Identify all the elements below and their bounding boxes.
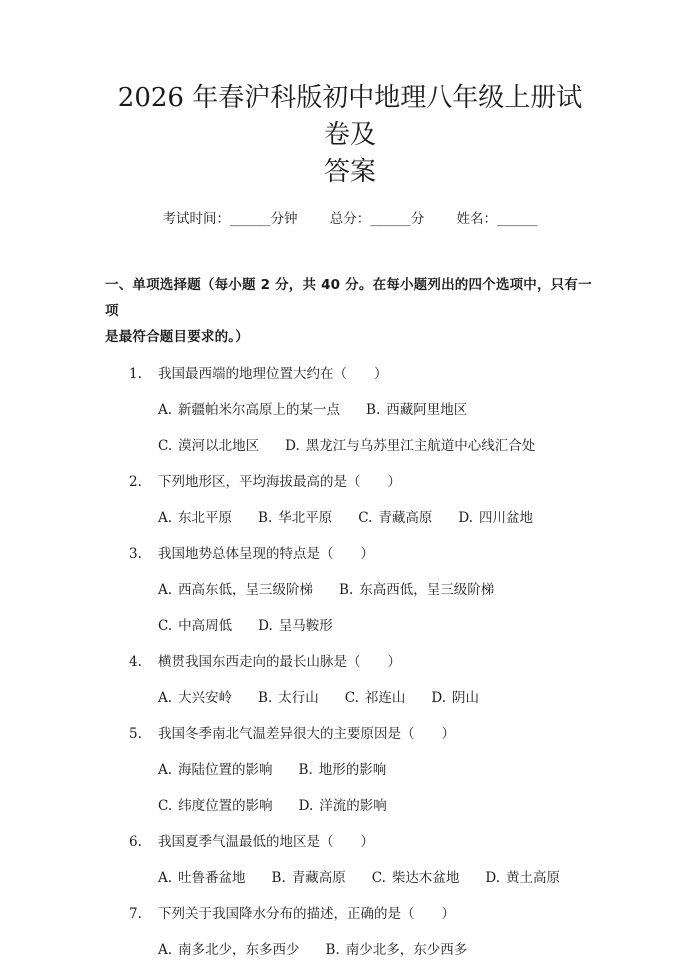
option-text: 大兴安岭 [178, 690, 233, 706]
question-number: 2. [129, 474, 142, 490]
option-letter: C. [344, 690, 359, 706]
option-text: 西藏阿里地区 [386, 402, 468, 418]
option-letter: A. [158, 510, 173, 526]
question-text: 我国冬季南北气温差异很大的主要原因是（ ） [158, 726, 455, 742]
question-number: 3. [129, 546, 142, 562]
answer-option [158, 616, 232, 636]
option-text: 东高西低，呈三级阶梯 [359, 582, 495, 598]
option-letter: B. [366, 402, 381, 418]
option-text: 华北平原 [278, 510, 333, 526]
question-text: 横贯我国东西走向的最长山脉是（ ） [158, 654, 401, 670]
question-stem [105, 472, 595, 492]
option-text: 中高周低 [178, 618, 233, 634]
option-letter: A. [158, 762, 173, 778]
option-letter: B. [258, 690, 273, 706]
answer-option [372, 868, 460, 888]
question-text: 我国最西端的地理位置大约在（ ） [158, 366, 388, 382]
question-stem [105, 832, 595, 852]
option-text: 纬度位置的影响 [178, 798, 273, 814]
answer-option [158, 508, 232, 528]
exam-score-field: 总分：______分 [329, 211, 425, 227]
exam-name-field: 姓名：______ [456, 211, 538, 227]
option-row [105, 400, 595, 420]
answer-option [366, 400, 467, 420]
option-letter: A. [158, 870, 173, 886]
question-number: 1. [129, 366, 142, 382]
option-letter: B. [271, 870, 286, 886]
answer-option [358, 508, 432, 528]
section-heading [105, 272, 595, 350]
answer-option [158, 580, 313, 600]
answer-option [258, 688, 319, 708]
answer-option [326, 940, 468, 960]
option-text: 南少北多，东少西多 [345, 942, 468, 958]
section-heading-line2: 是最符合题目要求的。） [105, 329, 249, 345]
option-text: 西高东低，呈三级阶梯 [178, 582, 314, 598]
answer-option [158, 436, 259, 456]
question-text: 我国地势总体呈现的特点是（ ） [158, 546, 374, 562]
option-text: 青藏高原 [291, 870, 346, 886]
question-number: 5. [129, 726, 142, 742]
option-text: 地形的影响 [318, 762, 387, 778]
answer-option [458, 508, 533, 528]
option-letter: D. [258, 618, 273, 634]
option-letter: A. [158, 690, 173, 706]
option-text: 柴达木盆地 [391, 870, 460, 886]
answer-option [158, 688, 232, 708]
option-text: 海陆位置的影响 [178, 762, 273, 778]
option-letter: C. [158, 618, 173, 634]
option-letter: D. [458, 510, 474, 526]
option-row [105, 436, 595, 456]
answer-option [258, 616, 333, 636]
question-number: 6. [129, 834, 142, 850]
option-letter: D. [298, 798, 314, 814]
option-letter: D. [285, 438, 300, 454]
option-letter: A. [158, 402, 173, 418]
exam-title [105, 0, 595, 191]
question-text: 下列地形区，平均海拔最高的是（ ） [158, 474, 401, 490]
exam-title-line1: 2026 年春沪科版初中地理八年级上册试卷及 [117, 83, 583, 150]
option-letter: B. [298, 762, 313, 778]
answer-option [345, 688, 406, 708]
answer-option [339, 580, 494, 600]
option-text: 吐鲁番盆地 [178, 870, 246, 886]
option-letter: B. [258, 510, 273, 526]
question-list [105, 364, 595, 960]
option-row [105, 508, 595, 528]
option-letter: D. [485, 870, 501, 886]
question-stem [105, 724, 595, 744]
question-stem [105, 904, 595, 924]
answer-option [158, 760, 273, 780]
option-letter: B. [339, 582, 354, 598]
option-text: 洋流的影响 [319, 798, 387, 814]
answer-option [299, 760, 387, 780]
option-letter: B. [325, 942, 340, 958]
option-text: 东北平原 [178, 510, 233, 526]
option-row [105, 796, 595, 816]
question-number: 7. [129, 906, 142, 922]
exam-title-line2: 答案 [323, 157, 376, 187]
option-text: 呈马鞍形 [278, 618, 333, 634]
question-text: 下列关于我国降水分布的描述，正确的是（ ） [158, 906, 455, 922]
option-text: 太行山 [278, 690, 319, 706]
question-stem [105, 364, 595, 384]
option-letter: A. [158, 582, 173, 598]
option-text: 漠河以北地区 [178, 438, 260, 454]
answer-option [158, 400, 340, 420]
option-text: 青藏高原 [378, 510, 433, 526]
option-row [105, 688, 595, 708]
option-text: 新疆帕米尔高原上的某一点 [178, 402, 341, 418]
option-row [105, 760, 595, 780]
answer-option [158, 796, 273, 816]
answer-option [431, 688, 479, 708]
option-text: 南多北少，东多西少 [178, 942, 300, 958]
option-text: 四川盆地 [479, 510, 534, 526]
option-text: 阴山 [452, 690, 480, 706]
section-heading-line1: 一、单项选择题（每小题 2 分，共 40 分。在每小题列出的四个选项中，只有一项 [105, 277, 592, 319]
question-stem [105, 544, 595, 564]
option-letter: D. [431, 690, 447, 706]
option-row [105, 940, 595, 960]
option-row [105, 580, 595, 600]
answer-option [485, 868, 560, 888]
answer-option [158, 868, 246, 888]
option-letter: C. [358, 510, 373, 526]
question-stem [105, 652, 595, 672]
answer-option [158, 940, 300, 960]
option-text: 黄土高原 [506, 870, 561, 886]
question-text: 我国夏季气温最低的地区是（ ） [158, 834, 374, 850]
option-row [105, 616, 595, 636]
question-number: 4. [129, 654, 142, 670]
answer-option [299, 796, 387, 816]
option-letter: C. [158, 438, 173, 454]
answer-option [285, 436, 535, 456]
option-letter: C. [371, 870, 386, 886]
option-letter: A. [158, 942, 173, 958]
option-letter: C. [158, 798, 173, 814]
answer-option [258, 508, 332, 528]
exam-time-field: 考试时间：______分钟 [162, 211, 298, 227]
answer-option [272, 868, 346, 888]
option-row [105, 868, 595, 888]
option-text: 黑龙江与乌苏里江主航道中心线汇合处 [305, 438, 536, 454]
exam-meta [105, 210, 595, 228]
option-text: 祁连山 [364, 690, 406, 706]
